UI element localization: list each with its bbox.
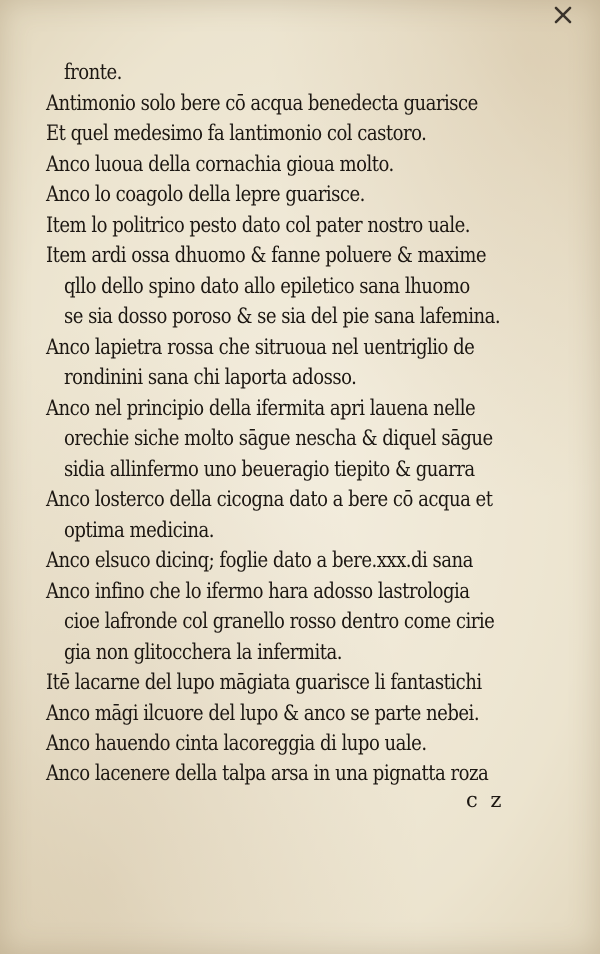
text-line: Antimonio solo bere cō acqua benedecta guarisce — [46, 91, 478, 115]
signature-mark: c z — [466, 788, 505, 812]
text-line: Itē lacarne del lupo māgiata guarisce li fantastichi — [46, 670, 482, 694]
text-line: Anco lapietra rossa che sitruoua nel uentriglio de — [46, 335, 475, 359]
text-line: Anco nel principio della ifermita apri lauena nelle — [46, 396, 476, 420]
text-line: Item ardi ossa dhuomo & fanne poluere & maxime — [46, 243, 487, 267]
text-line: se sia dosso poroso & se sia del pie sana lafemina. — [64, 304, 501, 328]
text-line: Anco lo coagolo della lepre guarisce. — [46, 182, 365, 206]
text-line: fronte. — [64, 60, 122, 84]
text-line: Anco infino che lo ifermo hara adosso lastrologia — [46, 579, 470, 603]
text-line: Anco losterco della cicogna dato a bere cō acqua et — [46, 487, 493, 511]
text-line: gia non glitocchera la infermita. — [64, 640, 342, 664]
text-line: Et quel medesimo fa lantimonio col castoro. — [46, 121, 427, 145]
text-line: sidia allinfermo uno beueragio tiepito & guarra — [64, 457, 475, 481]
text-line: optima medicina. — [64, 518, 215, 542]
text-line: rondinini sana chi laporta adosso. — [64, 365, 357, 389]
text-line: Anco elsuco dicinq; foglie dato a bere.xxx.di sana — [46, 548, 473, 572]
text-line: Item lo politrico pesto dato col pater nostro uale. — [46, 213, 471, 237]
text-line: Anco māgi ilcuore del lupo & anco se parte nebei. — [46, 701, 480, 725]
text-line: Anco luoua della cornachia gioua molto. — [46, 152, 394, 176]
text-line: qllo dello spino dato allo epiletico sana lhuomo — [64, 274, 470, 298]
text-line: cioe lafronde col granello rosso dentro come cirie — [64, 609, 495, 633]
text-line: Anco lacenere della talpa arsa in una pignatta roza — [46, 761, 489, 785]
text-line: orechie siche molto sāgue nescha & diquel sāgue — [64, 426, 493, 450]
text-line: Anco hauendo cinta lacoreggia di lupo uale. — [46, 731, 427, 755]
